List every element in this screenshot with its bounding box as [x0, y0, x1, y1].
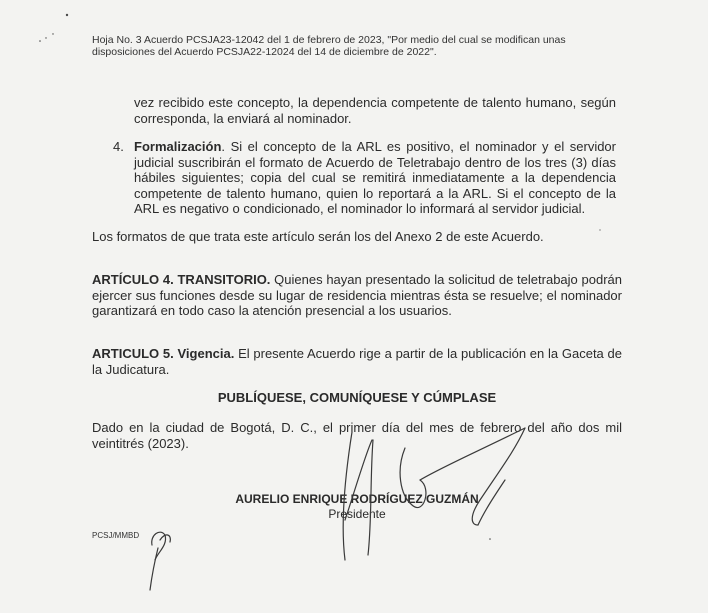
dated-paragraph: Dado en la ciudad de Bogotá, D. C., el primer día del mes de febrero del año dos mil veintitrés (2023).	[92, 420, 622, 451]
signature-stroke	[420, 428, 525, 480]
article-5-title: ARTICULO 5. Vigencia.	[92, 346, 235, 361]
article-4-title: ARTÍCULO 4. TRANSITORIO.	[92, 272, 271, 287]
list-item-title: Formalización	[134, 139, 222, 154]
signature-stroke	[400, 448, 426, 508]
list-item-text: . Si el concepto de la ARL es positivo, el nominador y el servidor judicial suscribirán el formato de Acuerdo de Teletrabajo dentro de los tres (3) días hábiles siguientes; copia del cual se remitirá inmediatamente a la dependencia competente de talento humano, quien lo reportará a la ARL. Si el concepto de la ARL es negativo o condicionado, el nominador lo informará al servidor judicial.	[134, 139, 616, 216]
article-5-text: El presente Acuerdo rige a partir de la publicación en la Gaceta de la Judicatura.	[92, 346, 622, 377]
signer-role: Presidente	[328, 507, 386, 521]
article-4-text: Quienes hayan presentado la solicitud de teletrabajo podrán ejercer sus funciones desde su lugar de residencia mientras ésta se resuelve; el nominador garantizará en todo caso la atención presencial a los usuarios.	[92, 272, 622, 318]
list-item-number: 4.	[113, 139, 124, 154]
signer-name: AURELIO ENRIQUE RODRÍGUEZ GUZMÁN	[235, 492, 479, 506]
page-header: Hoja No. 3 Acuerdo PCSJA23-12042 del 1 de febrero de 2023, "Por medio del cual se modifican unas disposiciones del Acuerdo PCSJA22-12024 del 14 de diciembre de 2022".	[92, 34, 566, 58]
paragraph-formatos: Los formatos de que trata este artículo serán los del Anexo 2 de este Acuerdo.	[92, 229, 544, 244]
signature-stroke	[368, 440, 373, 555]
signature-stroke	[343, 432, 352, 560]
reference-code: PCSJ/MMBD	[92, 531, 140, 540]
paragraph-continuation: vez recibido este concepto, la dependencia competente de talento humano, según corresponda, la enviará al nominador.	[134, 95, 616, 126]
closing-title: PUBLÍQUESE, COMUNÍQUESE Y CÚMPLASE	[217, 390, 497, 405]
signature-stroke	[478, 480, 505, 525]
scan-specks	[39, 14, 600, 540]
initials-stroke	[150, 548, 158, 590]
signature-stroke	[472, 428, 525, 525]
